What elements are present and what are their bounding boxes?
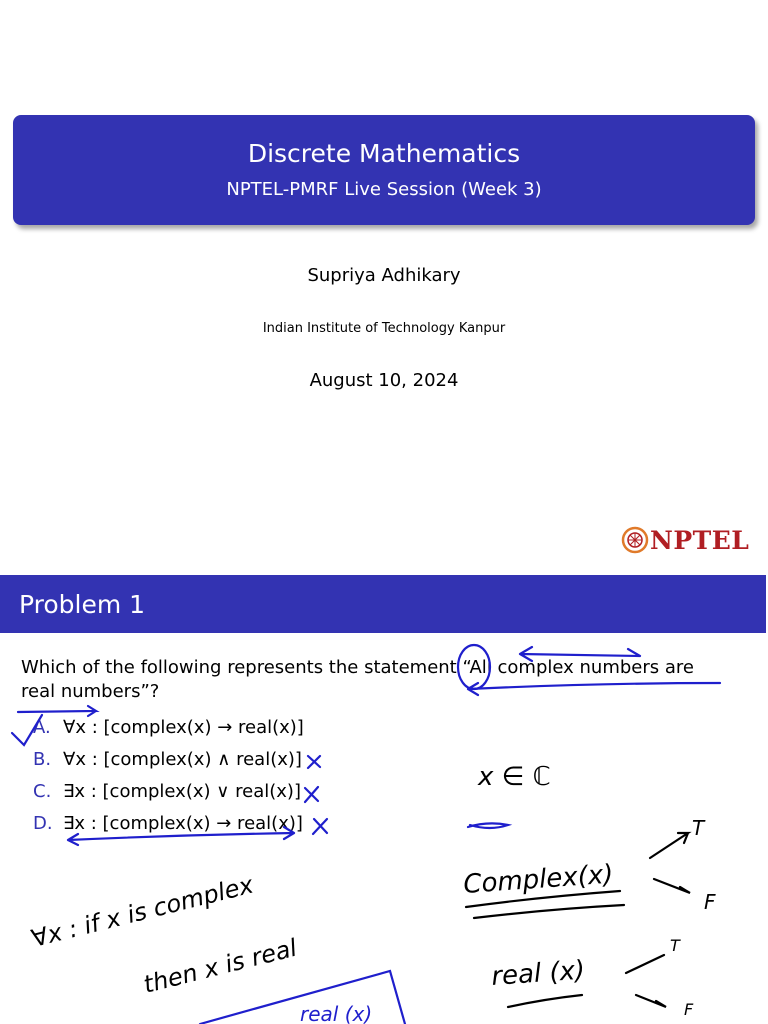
note-false-1: F [704,890,716,914]
cross-d-icon [313,819,327,834]
author-name: Supriya Adhikary [307,265,461,286]
note-x-in-c: x ∈ ℂ [478,762,551,792]
slide-title: Discrete Mathematics [247,139,521,168]
option-c [33,776,304,808]
note-real-x: real (x) [490,955,587,992]
presentation-date: August 10, 2024 [309,370,459,391]
option-text: ∀x : [complex(x) ∧ real(x)] [63,749,302,770]
nptel-logo [620,525,749,555]
scribble-mark [468,823,508,828]
frame-header [0,575,766,633]
arrow-complex-true [650,833,688,858]
option-text: ∃x : [complex(x) → real(x)] [63,813,303,834]
note-complex-x: Complex(x) [462,859,615,900]
options-list [33,712,304,840]
question-text: Which of the following represents the statement “All complex numbers are real numbers”? [21,657,694,702]
note-forall-line1: ∀x : if x is complex [28,870,257,953]
option-label: B. [33,749,52,770]
note-true-2: T [670,936,680,955]
underline-complex-x [466,891,624,918]
note-true-1: T [692,816,705,840]
nptel-emblem-icon [620,525,650,555]
option-a [33,712,304,744]
arrow-complex-false [654,879,690,893]
title-box [13,115,755,225]
answer-box [200,971,405,1024]
option-d [33,808,304,840]
note-false-2: F [684,1000,694,1019]
cross-b-icon [308,756,320,768]
option-b [33,744,304,776]
arrow-real-true [626,955,664,973]
frame-title: Problem 1 [19,590,146,619]
note-forall-line2: then x is real [140,933,300,999]
underline-real-x [508,995,582,1007]
option-label: C. [33,781,52,802]
option-text: ∃x : [complex(x) ∨ real(x)] [63,781,301,802]
logo-text: NPTEL [650,525,750,555]
slide-subtitle: NPTEL-PMRF Live Session (Week 3) [226,179,542,200]
cross-c-icon [305,787,318,802]
note-real-x-boxed: real (x) [300,1002,373,1024]
option-label: D. [33,813,53,834]
arrow-real-false [636,995,666,1007]
option-label: A. [33,717,51,738]
option-text: ∀x : [complex(x) → real(x)] [63,717,304,738]
institute-name: Indian Institute of Technology Kanpur [262,321,506,336]
